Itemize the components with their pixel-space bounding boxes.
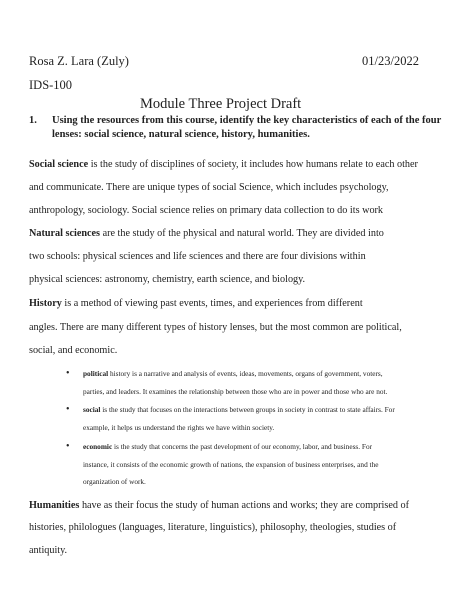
political-line-2: parties, and leaders. It examines the relationship between those who are in power and those who are not. [83,387,388,396]
humanities-line-2: histories, philologues (languages, literature, linguistics), philosophy, theologies, studies of [29,522,397,533]
bullet-icon: • [66,441,70,452]
economic-line-2: instance, it consists of the economic growth of nations, the expansion of business enterprises, and the [83,460,379,469]
natural-science-line-1 [29,228,384,240]
economic-line-1 [83,442,372,451]
social-history-line-1 [83,405,395,414]
history-text-1: is a method of viewing past events, times, and experiences from different [61,298,363,309]
author-name: Rosa Z. Lara (Zuly) [29,54,129,68]
social-science-text-1: is the study of disciplines of society, it includes how humans relate to each other [88,159,418,170]
humanities-line-3: antiquity. [29,545,68,556]
page-title: Module Three Project Draft [140,96,302,112]
natural-science-text-1: are the study of the physical and natural world. They are divided into [100,228,384,239]
social-science-term: Social science [29,159,89,170]
economic-line-3: organization of work. [83,477,146,486]
political-term: political [83,369,109,378]
economic-term: economic [83,442,113,451]
question-number: 1. [29,115,37,126]
social-history-line-2: example, it helps us understand the rights we have within society. [83,423,275,432]
natural-science-line-2: two schools: physical sciences and life sciences and there are four divisions within [29,251,366,262]
social-science-line-3: anthropology, sociology. Social science relies on primary data collection to do its work [29,205,384,216]
social-history-term: social [83,405,101,414]
political-text-1: history is a narrative and analysis of events, ideas, movements, organs of government, voters, [108,369,383,378]
history-term: History [29,298,62,309]
question-line-1: Using the resources from this course, identify the key characteristics of each of the four [52,115,442,126]
bullet-icon: • [66,404,70,415]
history-line-2: angles. There are many different types of history lenses, but the most common are political, [29,322,402,333]
economic-text-1: is the study that concerns the past development of our economy, labor, and business. For [112,442,373,451]
humanities-text-1: have as their focus the study of human actions and works; they are comprised of [79,500,409,511]
course-code: IDS-100 [29,78,73,92]
social-science-line-2: and communicate. There are unique types of social Science, which includes psychology, [29,182,389,193]
humanities-term: Humanities [29,500,80,511]
history-line-3: social, and economic. [29,345,118,356]
bullet-icon: • [66,368,70,379]
political-line-1 [83,369,383,378]
question-line-2: lenses: social science, natural science, history, humanities. [52,129,310,140]
humanities-line-1 [29,500,409,512]
history-line-1 [29,298,363,310]
social-history-text-1: is the study that focuses on the interactions between groups in society in contrast to state affairs. For [100,405,395,414]
natural-science-term: Natural sciences [29,228,101,239]
natural-science-line-3: physical sciences: astronomy, chemistry, earth science, and biology. [29,274,306,285]
social-science-line-1 [29,159,418,171]
document-date: 01/23/2022 [362,54,419,68]
